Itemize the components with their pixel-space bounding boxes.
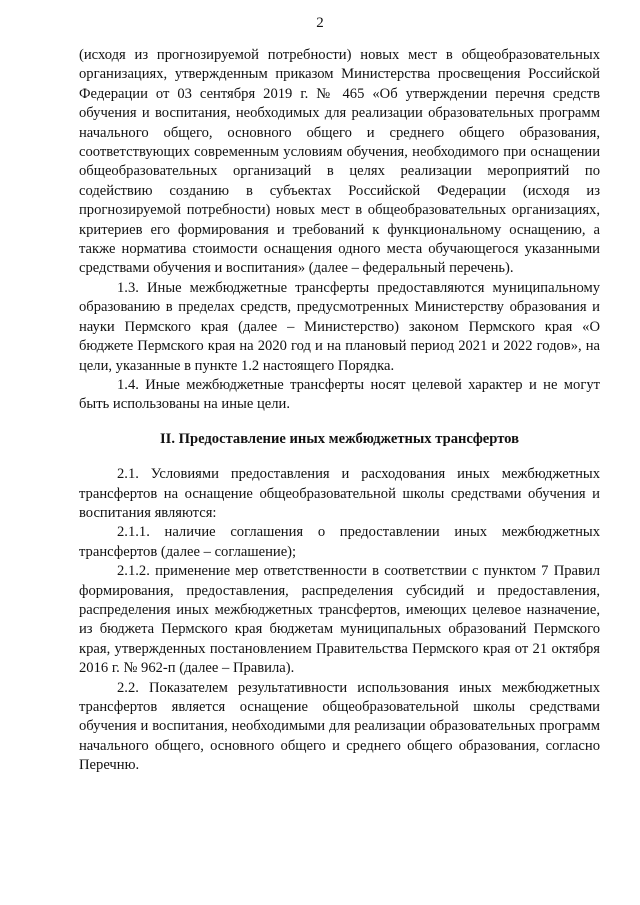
paragraph-1-4: 1.4. Иные межбюджетные трансферты носят целевой характер и не могут быть использованы на иные цели. xyxy=(79,376,600,413)
paragraph-2-1: 2.1. Условиями предоставления и расходования иных межбюджетных трансфертов на оснащение общеобразовательной школы средствами обучения и воспитания являются: xyxy=(79,466,600,521)
paragraph-1-3: 1.3. Иные межбюджетные трансферты предоставляются муниципальному образованию в пределах средств, предусмотренных Министерству образования и науки Пермского края (далее – Министерство) законом Пермского края «О бюджете Пермского края на 2020 год и на плановый период 2021 и 2022 годов», на цели, указанные в пункте 1.2 настоящего Порядка. xyxy=(79,279,600,374)
paragraph-2-1-2: 2.1.2. применение мер ответственности в соответствии с пунктом 7 Правил формирования, предоставления, распределения субсидий и предоставления, распределения иных межбюджетных трансфертов, имеющих целевое назначение, из бюджета Пермского края бюджетам муниципальных образований Пермского края, утвержденных постановлением Правительства Пермского края от 21 октября 2016 г. № 962-п (далее – Правила). xyxy=(79,563,600,677)
paragraph-continuation: (исходя из прогнозируемой потребности) новых мест в общеобразовательных организациях, утвержденным приказом Министерства просвещения Российской Федерации от 03 сентября 2019 г. № 465 «Об утверждении перечня средств обучения и воспитания, необходимых для реализации образовательных программ начального общего, основного общего и среднего общего образования, соответствующих современным условиям обучения, необходимого при оснащении общеобразовательных организаций в целях реализации мероприятий по содействию созданию в субъектах Российской Федерации (исходя из прогнозируемой потребности) новых мест в общеобразовательных организациях, критериев его формирования и требований к функциональному оснащению, а также норматива стоимости оснащения одного места обучающегося указанными средствами обучения и воспитания» (далее – федеральный перечень). xyxy=(79,47,600,277)
paragraph-2-2: 2.2. Показателем результативности использования иных межбюджетных трансфертов является оснащение общеобразовательной школы средствами обучения и воспитания, необходимыми для реализации образовательных программ начального общего, основного общего и среднего общего образования, согласно Перечню. xyxy=(79,679,600,774)
section-heading: II. Предоставление иных межбюджетных трансфертов xyxy=(160,430,519,447)
page-number: 2 xyxy=(316,15,324,31)
document-body xyxy=(79,46,600,776)
paragraph-2-1-1: 2.1.1. наличие соглашения о предоставлении иных межбюджетных трансфертов (далее – соглашение); xyxy=(79,524,600,560)
